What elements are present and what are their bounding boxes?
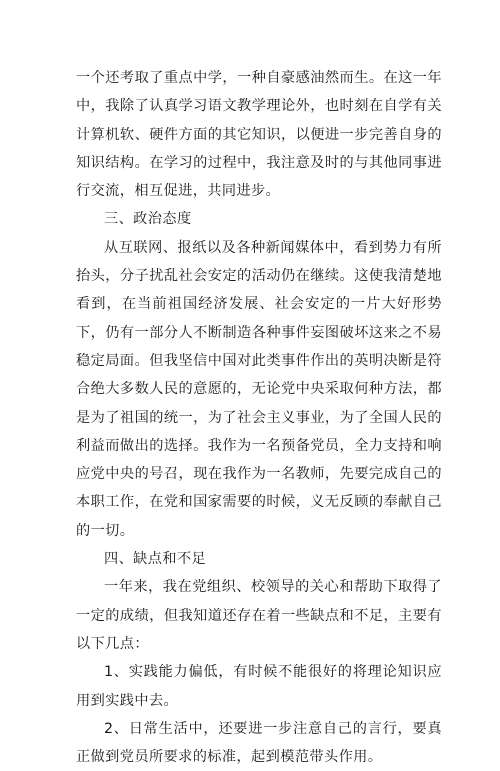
section-heading: 三、政治态度 xyxy=(104,211,192,228)
section-heading: 四、缺点和不足 xyxy=(104,551,207,568)
body-paragraph: 一年来，我在党组织、校领导的关心和帮助下取得了一定的成绩，但我知道还存在着一些缺点和不足，主要有以下几点： xyxy=(76,579,442,652)
list-item: 2、日常生活中，还要进一步注意自己的言行，要真正做到党员所要求的标准，起到模范带头作用。 xyxy=(76,720,442,766)
body-paragraph: 从互联网、报纸以及各种新闻媒体中，看到势力有所抬头，分子扰乱社会安定的活动仍在继续。这使我清楚地看到，在当前祖国经济发展、社会安定的一片大好形势下，仍有一部分人不断制造各种事件妄图破坏这来之不易稳定局面。但我坚信中国对此类事件作出的英明决断是符合绝大多数人民的意愿的，无论党中央采取何种方法，都是为了祖国的统一，为了社会主义事业，为了全国人民的利益而做出的选择。我作为一名预备党员，全力支持和响应党中央的号召，现在我作为一名教师，先要完成自己的本职工作，在党和国家需要的时候，义无反顾的奉献自己的一切。 xyxy=(76,239,442,539)
body-paragraph: 一个还考取了重点中学，一种自豪感油然而生。在这一年中，我除了认真学习语文教学理论外，也时刻在自学有关计算机软、硬件方面的其它知识，以便进一步完善自身的知识结构。在学习的过程中，我注意及时的与其他同事进行交流，相互促进，共同进步。 xyxy=(76,70,442,200)
list-item: 1、实践能力偏低，有时候不能很好的将理论知识应用到实践中去。 xyxy=(76,664,442,709)
